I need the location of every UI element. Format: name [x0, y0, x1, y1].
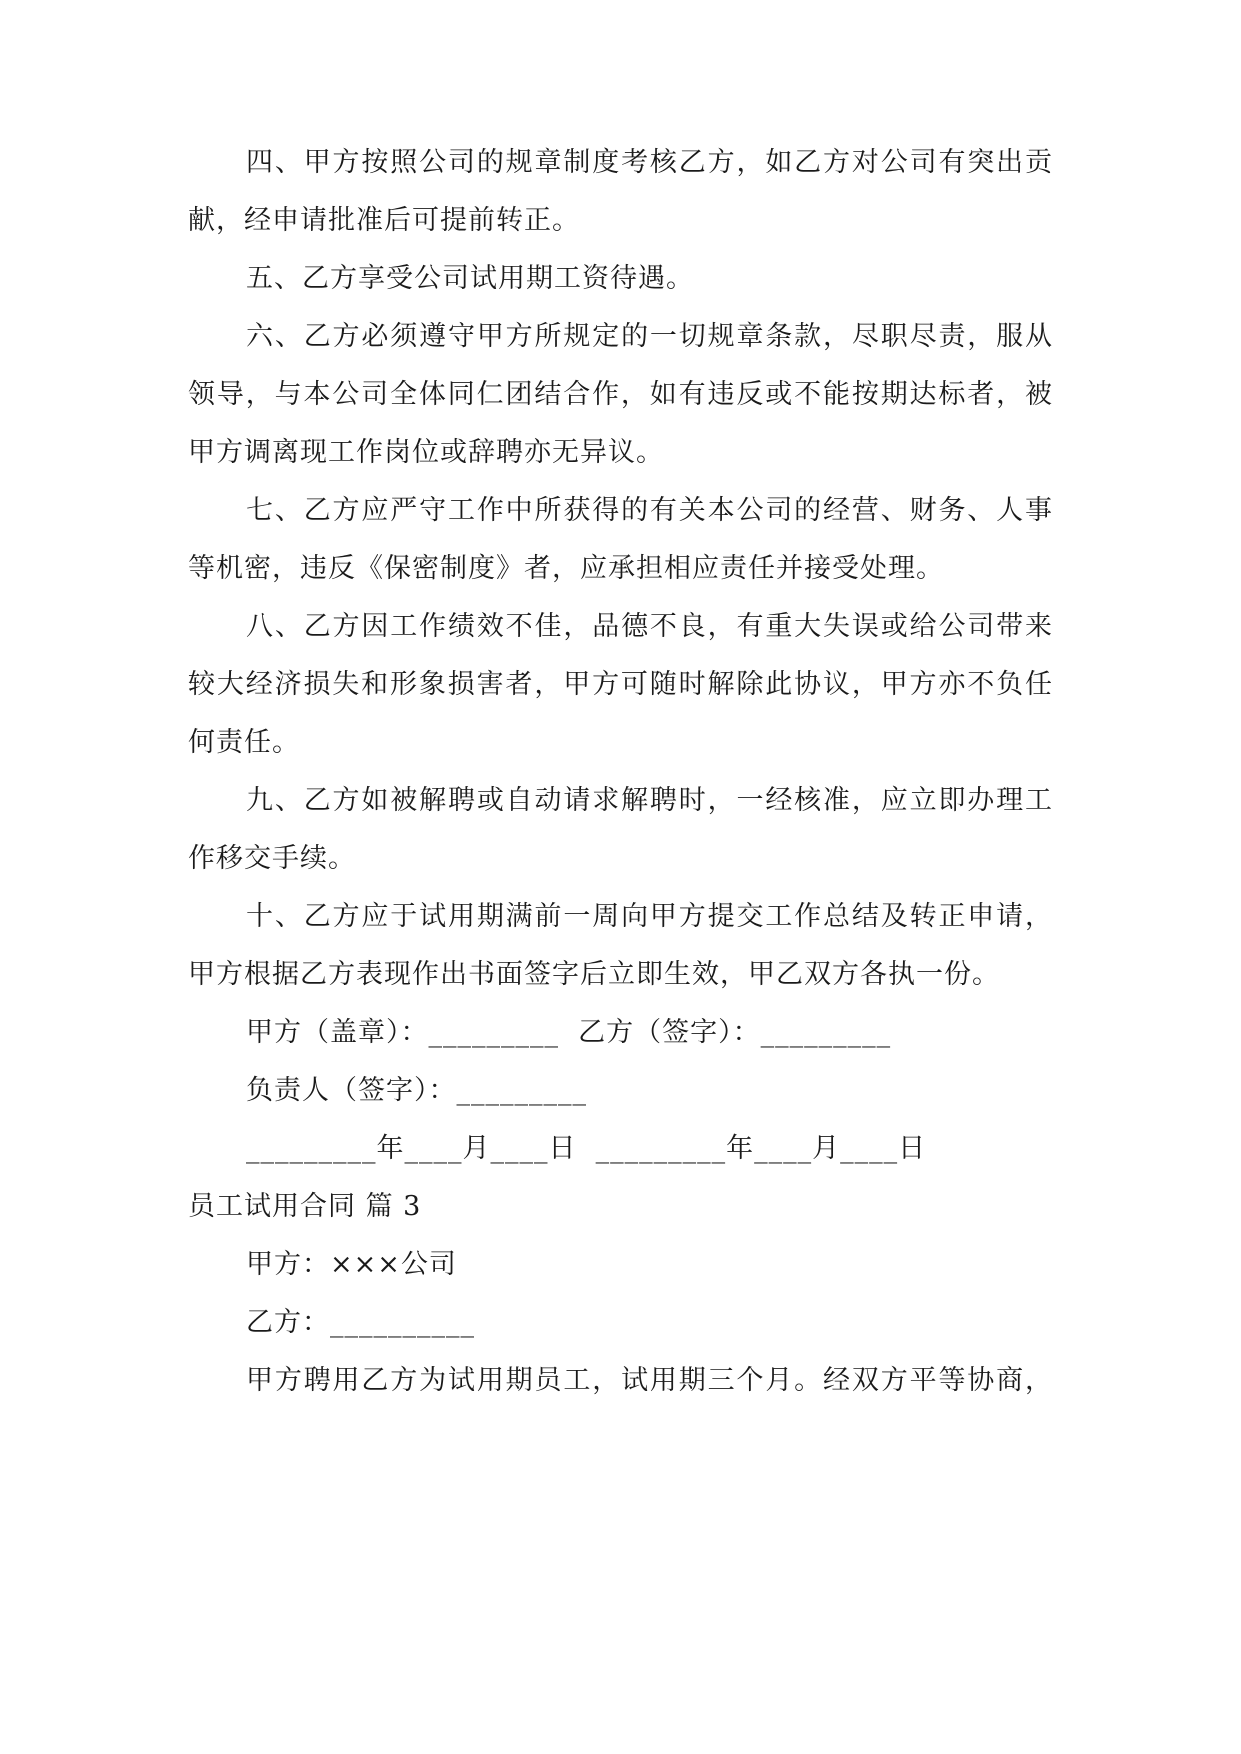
signature-party-line: 甲方（盖章）：_________ 乙方（签字）：_________: [246, 1017, 892, 1048]
clause-4-line-1: 四、甲方按照公司的规章制度考核乙方，如乙方对公司有突出贡: [246, 147, 1053, 178]
clause-10-line-1: 十、乙方应于试用期满前一周向甲方提交工作总结及转正申请，: [246, 901, 1053, 932]
clause-4-line-2: 献，经申请批准后可提前转正。: [188, 205, 580, 236]
clause-7-line-1: 七、乙方应严守工作中所获得的有关本公司的经营、财务、人事: [246, 495, 1053, 526]
signature-responsible-line: 负责人（签字）：_________: [246, 1075, 587, 1106]
clause-8-line-3: 何责任。: [188, 727, 300, 758]
party-a-line: 甲方：×××公司: [246, 1249, 457, 1280]
clause-8-line-1: 八、乙方因工作绩效不佳，品德不良，有重大失误或给公司带来: [246, 611, 1053, 642]
clause-5: 五、乙方享受公司试用期工资待遇。: [246, 263, 694, 294]
signature-date-line: _________年____月____日 _________年____月____日: [246, 1133, 927, 1164]
clause-10-line-2: 甲方根据乙方表现作出书面签字后立即生效，甲乙双方各执一份。: [188, 959, 1000, 990]
clause-7-line-2: 等机密，违反《保密制度》者，应承担相应责任并接受处理。: [188, 553, 944, 584]
clause-6-line-3: 甲方调离现工作岗位或辞聘亦无异议。: [188, 437, 664, 468]
clause-8-line-2: 较大经济损失和形象损害者，甲方可随时解除此协议，甲方亦不负任: [188, 669, 1053, 700]
section-heading: 员工试用合同 篇 3: [188, 1191, 422, 1222]
clause-9-line-2: 作移交手续。: [188, 843, 356, 874]
clause-6-line-2: 领导，与本公司全体同仁团结合作，如有违反或不能按期达标者，被: [188, 379, 1053, 410]
clause-6-line-1: 六、乙方必须遵守甲方所规定的一切规章条款，尽职尽责，服从: [246, 321, 1053, 352]
party-b-line: 乙方：__________: [246, 1307, 475, 1338]
clause-9-line-1: 九、乙方如被解聘或自动请求解聘时，一经核准，应立即办理工: [246, 785, 1053, 816]
contract-intro-line: 甲方聘用乙方为试用期员工，试用期三个月。经双方平等协商，: [246, 1365, 1053, 1396]
